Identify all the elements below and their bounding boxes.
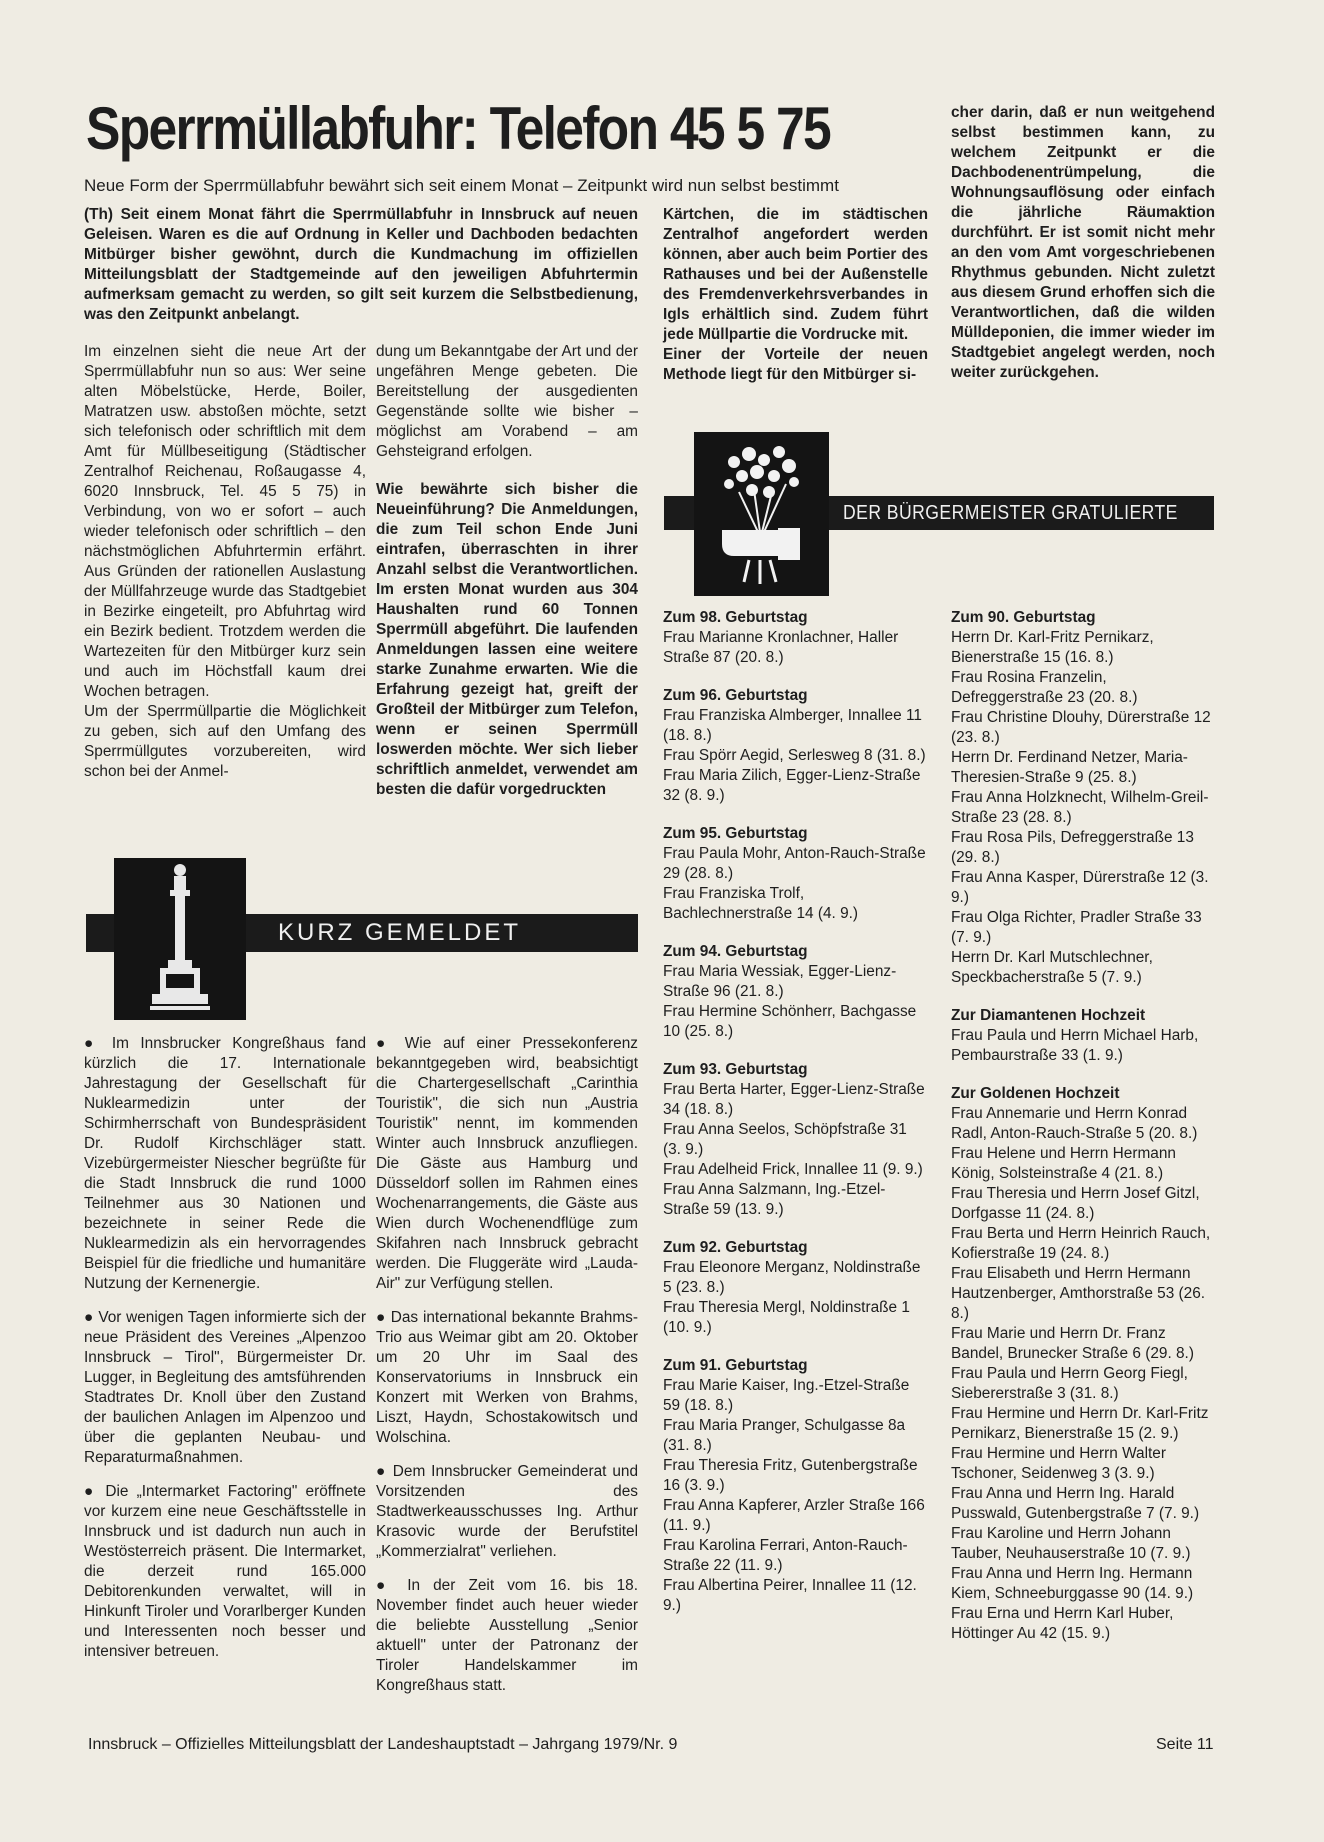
congratulation-group (663, 608, 928, 668)
article-paragraph: dung um Bekanntgabe der Art und der ungefähren Menge gebeten. Die Bereitstellung der ausgedienten Gegenstände sollte wie bisher – möglichst am Vorabend – am Gehsteigrand erfolgen. (376, 343, 638, 460)
congratulation-entry: Frau Adelheid Frick, Innallee 11 (9. 9.) (663, 1161, 923, 1178)
congratulation-entry: Frau Rosina Franzelin, Defreggerstraße 23 (20. 8.) (951, 669, 1138, 706)
news-column-1 (84, 1034, 366, 1676)
congratulation-entry: Frau Theresia Fritz, Gutenbergstraße 16 (3. 9.) (663, 1457, 918, 1494)
group-heading: Zum 93. Geburtstag (663, 1061, 808, 1078)
congratulation-entry: Frau Maria Zilich, Egger-Lienz-Straße 32 (8. 9.) (663, 767, 921, 804)
birthday-list-right (951, 608, 1215, 1662)
congratulation-entry: Frau Anna Kasper, Dürerstraße 12 (3. 9.) (951, 869, 1209, 906)
bouquet-illustration (694, 432, 829, 596)
congratulation-entry: Frau Theresia Mergl, Noldinstraße 1 (10. 9.) (663, 1299, 910, 1336)
congratulation-entry: Frau Helene und Herrn Hermann König, Solsteinstraße 4 (21. 8.) (951, 1145, 1176, 1182)
news-item: ● Im Innsbrucker Kongreßhaus fand kürzlich die 17. Internationale Jahrestagung der Gesellschaft für Nuklearmedizin unter der Schirmherrschaft von Bundespräsident Dr. Rudolf Kirchschläger statt. Vizebürgermeister Niescher begrüßte für die Stadt Innsbruck die rund 1000 Teilnehmer aus 30 Nationen und bezeichnete in seiner Rede die Nuklearmedizin als ein hervorragendes Beispiel für die friedliche und humanitäre Nutzung der Kernenergie. (84, 1035, 366, 1292)
article-column-1 (84, 342, 366, 782)
birthday-list-left (663, 608, 928, 1634)
news-item: ● Das international bekannte Brahms-Trio aus Weimar gibt am 20. Oktober um 20 Uhr im Saal des Konservatoriums in Innsbruck ein Konzert mit Werken von Brahms, Liszt, Haydn, Schostakowitsch und Wolschina. (376, 1309, 638, 1446)
congratulation-entry: Herrn Dr. Karl Mutschlechner, Speckbacherstraße 5 (7. 9.) (951, 949, 1153, 986)
congratulation-entry: Frau Paula und Herrn Michael Harb, Pembaurstraße 33 (1. 9.) (951, 1027, 1199, 1064)
news-item: ● Wie auf einer Pressekonferenz bekanntgegeben wird, beabsichtigt die Chartergesellschaft „Carinthia Touristik", die sich nun „Austria Touristik" nennt, im kommenden Winter auch Innsbruck anzufliegen. Die Gäste aus Hamburg und Düsseldorf sollen im Rahmen eines Wochenarrangements, die Gäste aus Wien durch Wochenendflüge zum Skifahren nach Innsbruck gebracht werden. Die Fluggeräte wird „Lauda-Air" zur Verfügung stellen. (376, 1035, 638, 1292)
congratulation-group (663, 942, 928, 1042)
congratulation-group (663, 824, 928, 924)
congratulation-entry: Frau Erna und Herrn Karl Huber, Höttinger Au 42 (15. 9.) (951, 1605, 1174, 1642)
congratulation-entry: Frau Hermine und Herrn Walter Tschoner, Seidenweg 3 (3. 9.) (951, 1445, 1166, 1482)
congratulation-entry: Frau Anna Holzknecht, Wilhelm-Greil-Straße 23 (28. 8.) (951, 789, 1209, 826)
congratulation-group (663, 1238, 928, 1338)
group-heading: Zum 98. Geburtstag (663, 609, 808, 626)
congratulation-entry: Frau Berta Harter, Egger-Lienz-Straße 34 (18. 8.) (663, 1081, 925, 1118)
congratulation-entry: Frau Anna Kapferer, Arzler Straße 166 (11. 9.) (663, 1497, 925, 1534)
page-number: Seite 11 (1156, 1736, 1214, 1753)
congratulation-group (951, 608, 1215, 988)
congratulation-entry: Frau Eleonore Merganz, Noldinstraße 5 (23. 8.) (663, 1259, 921, 1296)
news-item: ● Dem Innsbrucker Gemeinderat und Vorsitzenden des Stadtwerkeausschusses Ing. Arthur Krasovic wurde der Berufstitel „Kommerzialrat" verliehen. (376, 1463, 638, 1560)
congratulation-entry: Frau Marianne Kronlachner, Haller Straße 87 (20. 8.) (663, 629, 899, 666)
congratulation-entry: Frau Franziska Trolf, Bachlechnerstraße 14 (4. 9.) (663, 885, 859, 922)
congratulation-entry: Frau Theresia und Herrn Josef Gitzl, Dorfgasse 11 (24. 8.) (951, 1185, 1200, 1222)
news-banner-title: KURZ GEMELDET (278, 919, 522, 946)
congratulation-entry: Frau Karolina Ferrari, Anton-Rauch-Straße 22 (11. 9.) (663, 1537, 908, 1574)
news-item: ● Vor wenigen Tagen informierte sich der neue Präsident des Vereines „Alpenzoo Innsbruck – Tirol", Bürgermeister Dr. Lugger, in Begleitung des amtsführenden Stadtrates Dr. Knoll über den Zustand der baulichen Anlagen im Alpenzoo und über die geplanten Neubau- und Reparaturmaßnahmen. (84, 1309, 366, 1466)
congratulation-group (951, 1084, 1215, 1644)
congratulation-entry: Frau Christine Dlouhy, Dürerstraße 12 (23. 8.) (951, 709, 1211, 746)
group-heading: Zur Goldenen Hochzeit (951, 1085, 1120, 1102)
bouquet-icon (694, 432, 829, 596)
congratulation-entry: Herrn Dr. Ferdinand Netzer, Maria-Theresien-Straße 9 (25. 8.) (951, 749, 1188, 786)
group-heading: Zur Diamantenen Hochzeit (951, 1007, 1146, 1024)
group-heading: Zum 90. Geburtstag (951, 609, 1096, 626)
congratulation-entry: Frau Berta und Herrn Heinrich Rauch, Kofierstraße 19 (24. 8.) (951, 1225, 1211, 1262)
congratulation-group (663, 1356, 928, 1616)
news-column-2 (376, 1034, 638, 1710)
column-monument-illustration (114, 858, 246, 1020)
news-item: ● Die „Intermarket Factoring" eröffnete vor kurzem eine neue Geschäftsstelle in Innsbruck und ist dadurch nun auch in Westösterreich präsent. Die Intermarket, die derzeit rund 165.000 Debitorenkunden verwaltet, will in Hinkunft Tiroler und Vorarlberger Kunden und Interessenten noch besser und intensiver betreuen. (84, 1483, 366, 1660)
article-lead: (Th) Seit einem Monat fährt die Sperrmüllabfuhr in Innsbruck auf neuen Geleisen. Waren es die auf Ordnung in Keller und Dachboden bedachten Mitbürger bisher gewöhnt, durch die Kundmachung im offiziellen Mitteilungsblatt der Stadtgemeinde auf den jeweiligen Abfuhrtermin aufmerksam gemacht zu werden, so gilt seit kurzem die Selbstbedienung, was den Zeitpunkt anbelangt. (84, 206, 638, 323)
article-column-4 (951, 103, 1215, 383)
group-heading: Zum 96. Geburtstag (663, 687, 808, 704)
article-column-3 (663, 205, 928, 385)
congratulation-entry: Frau Marie und Herrn Dr. Franz Bandel, Brunecker Straße 6 (29. 8.) (951, 1325, 1194, 1362)
article-paragraph: Im einzelnen sieht die neue Art der Sperrmüllabfuhr nun so aus: Wer seine alten Möbelstücke, Herde, Boiler, Matratzen usw. abstoßen möchte, setzt sich telefonisch oder schriftlich mit dem Amt für Müllbeseitigung (Städtischer Zentralhof Reichenau, Roßaugasse 4, 6020 Innsbruck, Tel. 45 5 75) in Verbindung, von wo er sofort – auch wieder telefonisch oder schriftlich – den nächstmöglichen Abfuhrtermin erfährt. Aus Gründen der rationellen Auslastung der Müllfahrzeuge wurde das Stadtgebiet in Bezirke eingeteilt, pro Abfuhrtag wird ein Bezirk bedient. Trotzdem werden die Wartezeiten für den Mitbürger kurz sein und auch im Höchstfall kaum drei Wochen betragen. (84, 343, 366, 700)
publication-footer: Innsbruck – Offizielles Mitteilungsblatt der Landeshauptstadt – Jahrgang 1979/Nr. 9 (88, 1736, 678, 1753)
article-paragraph: cher darin, daß er nun weitgehend selbst bestimmen kann, zu welchem Zeitpunkt er die Dachbodenentrümpelung, die Wohnungsauflösung oder einfach die jährliche Räumaktion durchführt. Er ist somit nicht mehr an den vom Amt vorgeschriebenen Rhythmus gebunden. Nicht zuletzt aus diesem Grund erhoffen sich die Verantwortlichen, daß die wilden Mülldeponien, die immer wieder im Stadtgebiet angelegt werden, noch weiter zurückgehen. (951, 104, 1215, 381)
group-heading: Zum 94. Geburtstag (663, 943, 808, 960)
congratulation-entry: Frau Annemarie und Herrn Konrad Radl, Anton-Rauch-Straße 5 (20. 8.) (951, 1105, 1198, 1142)
article-column-2 (376, 342, 638, 800)
congratulation-entry: Frau Albertina Peirer, Innallee 11 (12. 9.) (663, 1577, 917, 1614)
headline: Sperrmüllabfuhr: Telefon 45 5 75 (86, 95, 831, 162)
group-heading: Zum 91. Geburtstag (663, 1357, 808, 1374)
congratulation-entry: Frau Hermine und Herrn Dr. Karl-Fritz Pernikarz, Bienerstraße 15 (2. 9.) (951, 1405, 1209, 1442)
congratulation-entry: Frau Spörr Aegid, Serlesweg 8 (31. 8.) (663, 747, 926, 764)
congratulation-entry: Frau Anna Seelos, Schöpfstraße 31 (3. 9.) (663, 1121, 907, 1158)
congratulation-entry: Frau Anna Salzmann, Ing.-Etzel-Straße 59 (13. 9.) (663, 1181, 886, 1218)
congratulation-group (663, 686, 928, 806)
congratulation-group (663, 1060, 928, 1220)
congratulation-entry: Frau Rosa Pils, Defreggerstraße 13 (29. 8.) (951, 829, 1194, 866)
monument-icon (114, 858, 246, 1020)
congratulation-entry: Frau Marie Kaiser, Ing.-Etzel-Straße 59 (18. 8.) (663, 1377, 910, 1414)
congratulation-entry: Frau Karoline und Herrn Johann Tauber, Neuhauserstraße 10 (7. 9.) (951, 1525, 1191, 1562)
article-paragraph: Einer der Vorteile der neuen Methode liegt für den Mitbürger si- (663, 346, 928, 383)
congratulation-entry: Frau Paula Mohr, Anton-Rauch-Straße 29 (28. 8.) (663, 845, 926, 882)
congratulation-entry: Frau Maria Pranger, Schulgasse 8a (31. 8.) (663, 1417, 906, 1454)
congratulation-entry: Frau Franziska Almberger, Innallee 11 (18. 8.) (663, 707, 922, 744)
article-paragraph: Um der Sperrmüllpartie die Möglichkeit zu geben, sich auf den Umfang des Sperrmüllgutes vorzubereiten, wird schon bei der Anmel- (84, 703, 366, 780)
congratulation-entry: Frau Anna und Herrn Ing. Harald Pusswald, Gutenbergstraße 7 (7. 9.) (951, 1485, 1200, 1522)
congratulation-entry: Frau Hermine Schönherr, Bachgasse 10 (25. 8.) (663, 1003, 917, 1040)
congratulation-entry: Herrn Dr. Karl-Fritz Pernikarz, Bienerstraße 15 (16. 8.) (951, 629, 1154, 666)
group-heading: Zum 92. Geburtstag (663, 1239, 808, 1256)
congratulation-entry: Frau Olga Richter, Pradler Straße 33 (7. 9.) (951, 909, 1202, 946)
congratulation-entry: Frau Paula und Herrn Georg Fiegl, Siebererstraße 3 (31. 8.) (951, 1365, 1188, 1402)
mayor-banner-title: DER BÜRGERMEISTER GRATULIERTE (843, 502, 1178, 524)
congratulation-entry: Frau Anna und Herrn Ing. Hermann Kiem, Schneeburggasse 90 (14. 9.) (951, 1565, 1194, 1602)
group-heading: Zum 95. Geburtstag (663, 825, 808, 842)
subheadline: Neue Form der Sperrmüllabfuhr bewährt sich seit einem Monat – Zeitpunkt wird nun selbst bestimmt (84, 176, 839, 195)
news-item: ● In der Zeit vom 16. bis 18. November findet auch heuer wieder die beliebte Ausstellung „Senior aktuell" unter der Patronanz der Tiroler Handelskammer im Kongreßhaus statt. (376, 1577, 638, 1694)
congratulation-entry: Frau Maria Wessiak, Egger-Lienz-Straße 96 (21. 8.) (663, 963, 897, 1000)
article-paragraph: Kärtchen, die im städtischen Zentralhof angefordert werden können, aber auch beim Portier des Rathauses und bei der Außenstelle des Fremdenverkehrsverbandes in Igls erhältlich sind. Zudem führt jede Müllpartie die Vordrucke mit. (663, 206, 928, 343)
article-paragraph: Wie bewährte sich bisher die Neueinführung? Die Anmeldungen, die zum Teil schon Ende Juni eintrafen, überraschten in ihrer Anzahl selbst die Verantwortlichen. Im ersten Monat wurden aus 304 Haushalten rund 60 Tonnen Sperrmüll abgeführt. Die laufenden Anmeldungen lassen eine weitere starke Zunahme erwarten. Wie die Erfahrung gezeigt hat, greift der Großteil der Mitbürger zum Telefon, wenn er seinen Sperrmüll loswerden möchte. Wer sich lieber schriftlich anmeldet, verwendet am besten die dafür vorgedruckten (376, 481, 638, 798)
congratulation-group (951, 1006, 1215, 1066)
congratulation-entry: Frau Elisabeth und Herrn Hermann Hautzenberger, Amthorstraße 53 (26. 8.) (951, 1265, 1206, 1322)
